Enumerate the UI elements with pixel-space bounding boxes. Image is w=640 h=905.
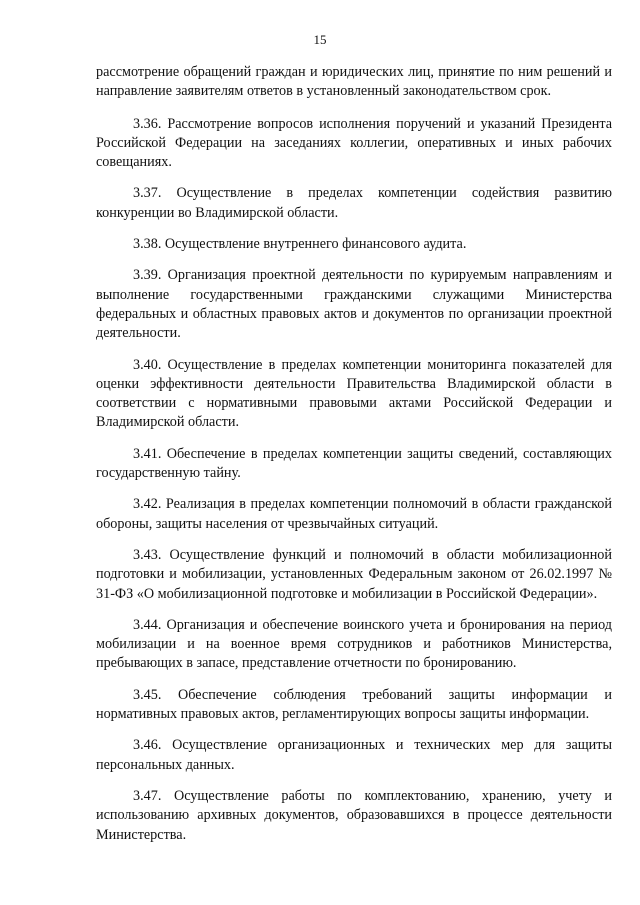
paragraph-3-44 [96,616,612,674]
paragraph-text: 3.47. Осуществление работы по комплектованию, хранению, учету и использованию архивных документов, образовавшихся в процессе деятельности Министерства. [96,787,612,843]
paragraph-3-40 [96,356,612,433]
paragraph-text: 3.37. Осуществление в пределах компетенции содействия развитию конкуренции во Владимирской области. [96,185,612,221]
document-body [96,63,612,857]
paragraph-3-46 [96,736,612,775]
paragraph-text: 3.45. Обеспечение соблюдения требований защиты информации и нормативных правовых актов, регламентирующих вопросы защиты информации. [96,686,612,723]
paragraph-text: 3.42. Реализация в пределах компетенции полномочий в области гражданской обороны, защиты населения от чрезвычайных ситуаций. [96,496,612,532]
paragraph-text: 3.46. Осуществление организационных и технических мер для защиты персональных данных. [96,737,612,773]
paragraph-3-47 [96,787,612,845]
paragraph-text: 3.39. Организация проектной деятельности по курируемым направлениям и выполнение государственными гражданскими служащими Министерства федеральных и областных правовых актов и документов по организации проектной деятельности. [96,267,612,342]
paragraph-text: 3.36. Рассмотрение вопросов исполнения поручений и указаний Президента Российской Федерации на заседаниях коллегии, оперативных и иных рабочих совещаниях. [96,115,612,171]
paragraph-3-39 [96,266,612,343]
paragraph-3-43 [96,546,612,604]
paragraph-text: 3.38. Осуществление внутреннего финансового аудита. [133,236,467,253]
paragraph-3-37 [96,184,612,223]
paragraph-text: рассмотрение обращений граждан и юридических лиц, принятие по ним решений и направление заявителям ответов в установленный законодательством срок. [96,64,612,100]
paragraph-3-36 [96,115,612,173]
paragraph-3-38 [96,235,612,254]
paragraph-text: 3.44. Организация и обеспечение воинского учета и бронирования на период мобилизации и на военное время сотрудников и работников Министерства, пребывающих в запасе, представление отчетности по бронированию. [96,616,612,672]
paragraph-3-45 [96,686,612,725]
paragraph-3-42 [96,495,612,534]
paragraph-text: 3.41. Обеспечение в пределах компетенции защиты сведений, составляющих государственную тайну. [96,445,612,482]
paragraph-text: 3.43. Осуществление функций и полномочий в области мобилизационной подготовки и мобилизации, установленных Федеральным законом от 26.02.1997 № 31-ФЗ «О мобилизационной подготовке и мобилизации в Российской Федерации». [96,546,612,602]
page-number: 15 [313,32,327,47]
paragraph-continuation [96,63,612,102]
paragraph-text: 3.40. Осуществление в пределах компетенции мониторинга показателей для оценки эффективности деятельности Правительства Владимирской области в соответствии с нормативными правовыми актами Российской Федерации и Владимирской области. [96,356,612,431]
paragraph-3-41 [96,445,612,484]
